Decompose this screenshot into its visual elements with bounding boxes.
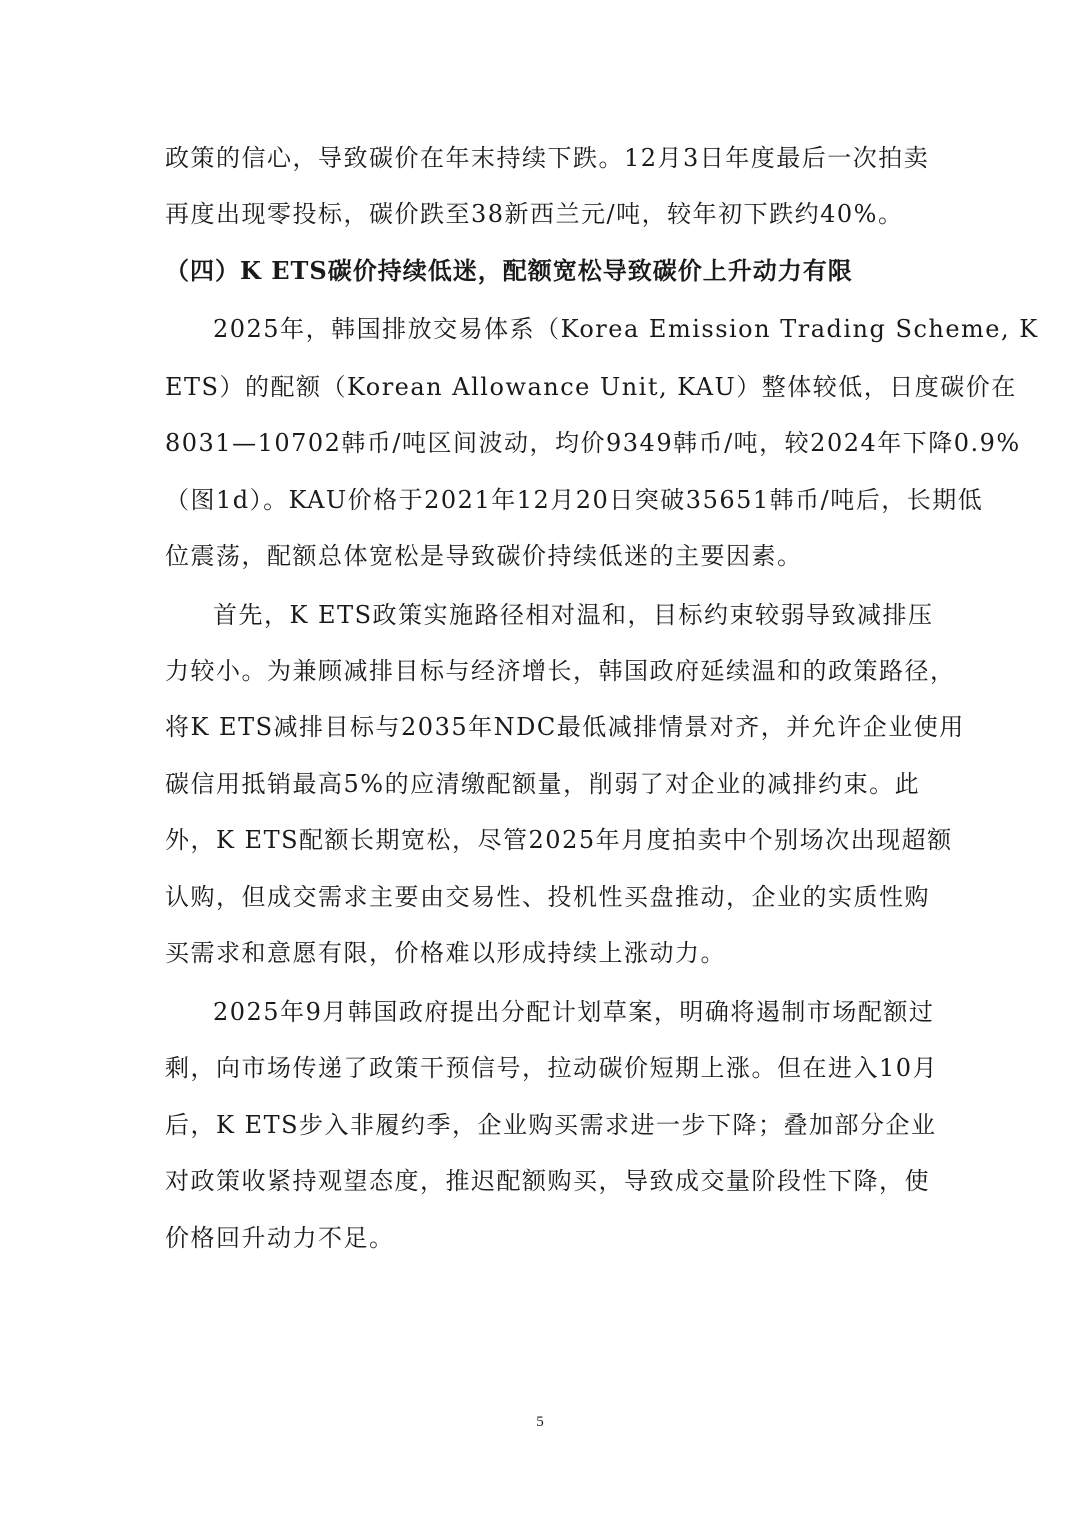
paragraph-line: 碳信用抵销最高5%的应清缴配额量，削弱了对企业的减排约束。此 [165,770,921,798]
paragraph-line: 8031—10702韩币/吨区间波动，均价9349韩币/吨，较2024年下降0.9% [165,429,1021,457]
paragraph-line: 价格回升动力不足。 [165,1224,395,1252]
paragraph-line: 2025年，韩国排放交易体系（Korea Emission Trading Scheme, K [213,315,1039,343]
paragraph-line: 将K ETS减排目标与2035年NDC最低减排情景对齐，并允许企业使用 [165,713,965,741]
paragraph-line: ETS）的配额（Korean Allowance Unit, KAU）整体较低，日度碳价在 [165,373,1017,401]
paragraph-line: 再度出现零投标，碳价跌至38新西兰元/吨，较年初下跌约40%。 [165,200,904,228]
paragraph-line: 认购，但成交需求主要由交易性、投机性买盘推动，企业的实质性购 [165,883,930,911]
paragraph-line: 买需求和意愿有限，价格难以形成持续上涨动力。 [165,939,726,967]
paragraph-line: 外，K ETS配额长期宽松，尽管2025年月度拍卖中个别场次出现超额 [165,826,953,854]
paragraph-line: 力较小。为兼顾减排目标与经济增长，韩国政府延续温和的政策路径， [165,657,956,685]
paragraph-line: 剩，向市场传递了政策干预信号，拉动碳价短期上涨。但在进入10月 [165,1054,939,1082]
paragraph-line: （图1d）。KAU价格于2021年12月20日突破35651韩币/吨后，长期低 [165,486,984,514]
page-number: 5 [536,1414,544,1430]
paragraph-line: 对政策收紧持观望态度，推迟配额购买，导致成交量阶段性下降，使 [165,1167,930,1195]
paragraph-line: 后，K ETS步入非履约季，企业购买需求进一步下降；叠加部分企业 [165,1111,937,1139]
paragraph-line: 位震荡，配额总体宽松是导致碳价持续低迷的主要因素。 [165,542,803,570]
paragraph-line: 政策的信心，导致碳价在年末持续下跌。12月3日年度最后一次拍卖 [165,144,930,172]
section-heading: （四）K ETS碳价持续低迷，配额宽松导致碳价上升动力有限 [165,256,853,285]
paragraph-line: 首先，K ETS政策实施路径相对温和，目标约束较弱导致减排压 [213,601,934,629]
paragraph-line: 2025年9月韩国政府提出分配计划草案，明确将遏制市场配额过 [213,998,935,1026]
